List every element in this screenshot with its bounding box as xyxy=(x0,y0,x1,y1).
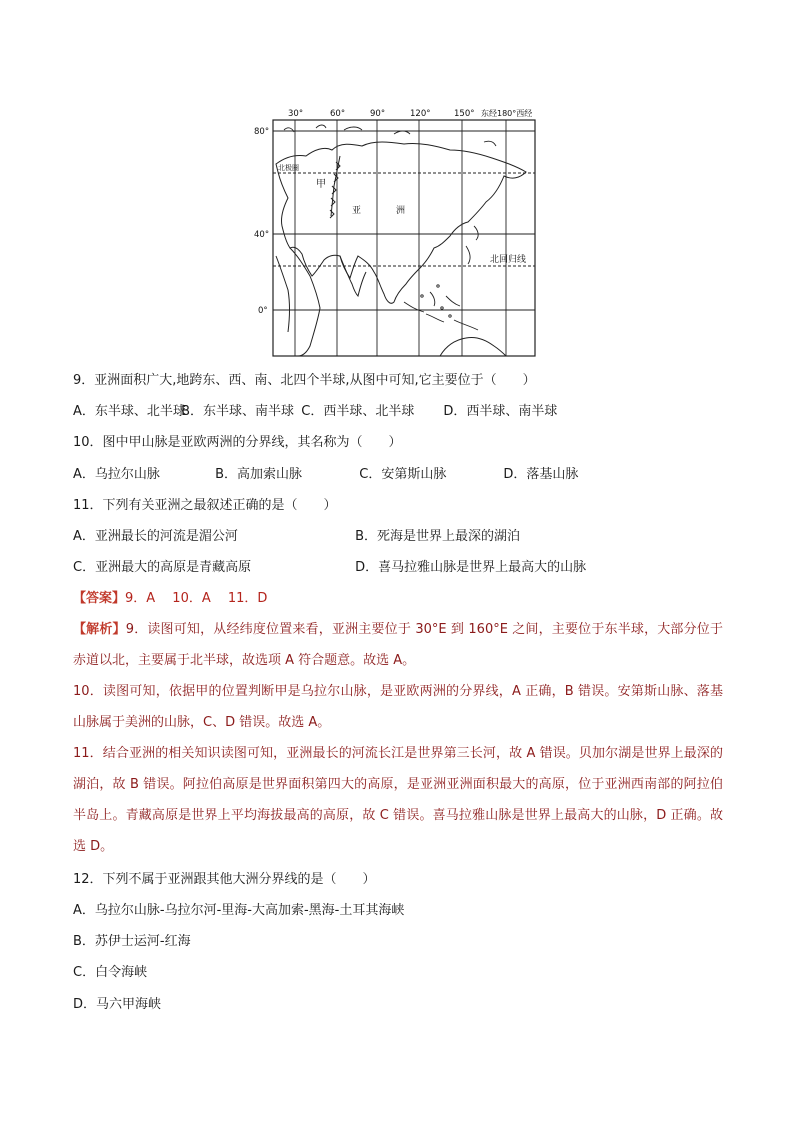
analysis-paragraph-9: 【解析】9．读图可知，从经纬度位置来看，亚洲主要位于 30°E 到 160°E 之间，主要位于东半球，大部分位于赤道以北，主要属于北半球，故选项 A 符合题意。故选 A。 xyxy=(73,622,723,668)
east-west-longitude-label: 东经180°西经 xyxy=(481,109,533,118)
answer-line xyxy=(73,590,267,608)
question-11-stem: 11．下列有关亚洲之最叙述正确的是（ ） xyxy=(73,498,337,513)
option: D．落基山脉 xyxy=(503,467,579,482)
map-frame xyxy=(273,120,535,356)
option: A．亚洲最长的河流是湄公河 xyxy=(73,529,238,544)
answer-tag: 【答案】 xyxy=(73,591,126,606)
latitude-label: 0° xyxy=(258,306,268,316)
arctic-circle-label: 北极圈 xyxy=(278,164,299,172)
option: D．喜马拉雅山脉是世界上最高大的山脉 xyxy=(355,560,587,575)
longitude-label: 120° xyxy=(410,109,431,119)
question-12-stem: 12．下列不属于亚洲跟其他大洲分界线的是（ ） xyxy=(73,872,376,887)
latitude-label: 80° xyxy=(254,127,270,137)
asia-label: 亚 xyxy=(352,206,362,216)
question-12-option-c: C．白令海峡 xyxy=(73,965,148,980)
option: A．乌拉尔山脉 xyxy=(73,467,160,482)
asia-map-figure xyxy=(254,106,540,358)
longitude-label: 60° xyxy=(330,109,346,119)
question-11-options-row-1 xyxy=(73,528,520,546)
longitude-label: 90° xyxy=(370,109,386,119)
analysis-tag: 【解析】 xyxy=(73,622,126,637)
latitude-label: 40° xyxy=(254,230,270,240)
option: B．东半球、南半球 xyxy=(181,404,295,419)
asia-label: 洲 xyxy=(396,206,406,216)
question-10-options xyxy=(73,466,578,484)
option: C．西半球、北半球 xyxy=(301,404,415,419)
option: D．西半球、南半球 xyxy=(443,404,558,419)
option: B．死海是世界上最深的湖泊 xyxy=(355,529,521,544)
option: A．东半球、北半球 xyxy=(73,404,186,419)
question-10-stem: 10．图中甲山脉是亚欧两洲的分界线，其名称为（ ） xyxy=(73,435,402,450)
question-9-options xyxy=(73,403,557,421)
question-9-stem: 9．亚洲面积广大,地跨东、西、南、北四个半球,从图中可知,它主要位于（ ） xyxy=(73,373,536,388)
longitude-label: 150° xyxy=(454,109,475,119)
option: C．安第斯山脉 xyxy=(359,467,447,482)
question-12-option-d: D．马六甲海峡 xyxy=(73,997,162,1012)
analysis-block xyxy=(73,614,723,862)
question-12-option-b: B．苏伊士运河-红海 xyxy=(73,934,191,949)
answer-text: 9．A 10．A 11．D xyxy=(125,591,268,606)
question-11-options-row-2 xyxy=(73,559,586,577)
option: B．高加索山脉 xyxy=(215,467,303,482)
tropic-of-cancer-label: 北回归线 xyxy=(490,255,527,265)
longitude-label: 30° xyxy=(288,109,304,119)
analysis-paragraph-10: 10．读图可知，依据甲的位置判断甲是乌拉尔山脉，是亚欧两洲的分界线，A 正确，B 错误。安第斯山脉、落基山脉属于美洲的山脉，C、D 错误。故选 A。 xyxy=(73,684,723,730)
jia-label: 甲 xyxy=(316,179,326,190)
question-12-option-a: A．乌拉尔山脉-乌拉尔河-里海-大高加索-黑海-土耳其海峡 xyxy=(73,903,405,918)
option: C．亚洲最大的高原是青藏高原 xyxy=(73,560,252,575)
analysis-paragraph-11: 11．结合亚洲的相关知识读图可知，亚洲最长的河流长江是世界第三长河，故 A 错误。贝加尔湖是世界上最深的湖泊，故 B 错误。阿拉伯高原是世界面积第四大的高原，是亚洲亚洲面积最大的高原，位于亚洲西南部的阿拉伯半岛上。青藏高原是世界上平均海拔最高的高原，故 C 错误。喜马拉雅山脉是世界上最高大的山脉，D 正确。故选 D。 xyxy=(73,746,723,854)
